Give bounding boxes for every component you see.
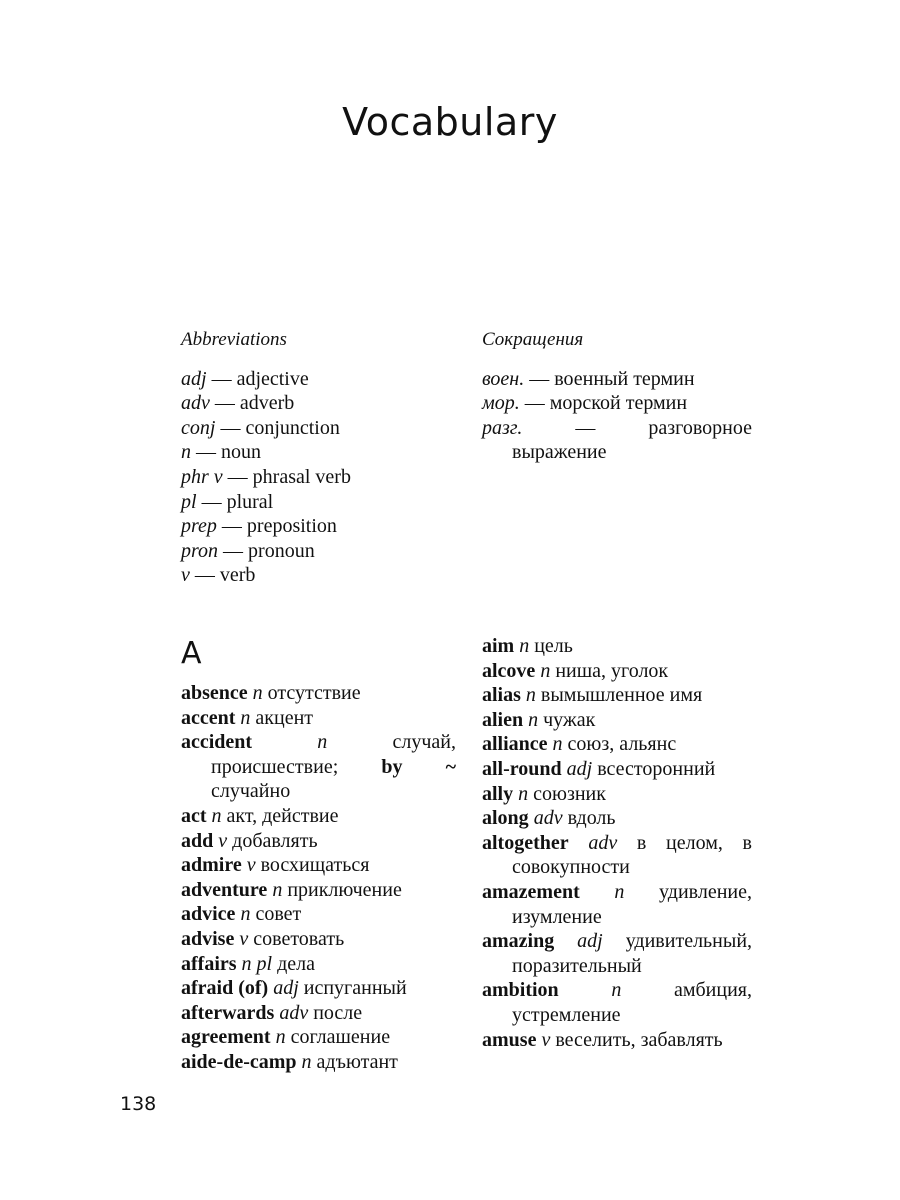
entry-word: affairs [181, 952, 237, 975]
entry-translation: акцент [255, 706, 314, 729]
entry-translation: случай, происшествие; [211, 731, 456, 778]
entry-word: afraid (of) [181, 977, 269, 1000]
entry-word: altogether [482, 831, 569, 854]
entry-part-of-speech: n [614, 880, 625, 903]
entry-part-of-speech: n pl [241, 952, 273, 975]
abbreviation-term: phr v [181, 465, 223, 488]
entry-word: ally [482, 782, 514, 805]
entry-part-of-speech: n [552, 733, 563, 756]
entry-part-of-speech: n [240, 903, 251, 926]
entry-word: alliance [482, 733, 548, 756]
abbreviation-term: pron [181, 539, 219, 562]
abbreviation-item: pron — pronoun [181, 539, 315, 562]
vocabulary-entry [181, 1025, 456, 1050]
entry-part-of-speech: n [301, 1050, 312, 1073]
entry-part-of-speech: n [528, 708, 539, 731]
entry-part-of-speech: n [317, 731, 328, 754]
entry-translation: вымышленное имя [540, 684, 703, 707]
vocabulary-entry [181, 706, 456, 731]
entry-word: alias [482, 684, 521, 707]
entry-word: all-round [482, 757, 562, 780]
entry-translation: восхищаться [260, 854, 370, 877]
vocabulary-entry [181, 1001, 456, 1026]
vocabulary-entry [482, 659, 752, 684]
abbreviation-term: v [181, 564, 190, 587]
entry-part-of-speech: n [275, 1026, 286, 1049]
abbreviation-term: воен. [482, 367, 525, 390]
entry-translation: добавлять [232, 829, 318, 852]
entry-word: absence [181, 682, 248, 704]
sokraschenie-item: разг. — разговорное выражение [482, 416, 752, 464]
entry-translation: адъютант [316, 1050, 398, 1073]
vocabulary-entry [181, 1050, 456, 1075]
entry-word: aim [482, 635, 515, 657]
vocabulary-entry [482, 880, 752, 929]
vocabulary-entry [181, 952, 456, 977]
vocabulary-entry [482, 978, 752, 1027]
sokrascheniya-heading: Сокращения [482, 329, 584, 350]
abbreviation-meaning: verb [219, 564, 256, 587]
vocabulary-entry [482, 732, 752, 757]
entry-word: along [482, 807, 529, 830]
vocabulary-entry [181, 804, 456, 829]
sokraschenie-item: воен. — военный термин [482, 367, 695, 390]
abbreviation-item: pl — plural [181, 490, 274, 513]
vocabulary-entry [181, 730, 456, 804]
entry-part-of-speech: adv [279, 1001, 309, 1024]
entry-translation: цель [534, 635, 573, 657]
entry-word: amuse [482, 1028, 537, 1051]
entry-part-of-speech: n [518, 782, 529, 805]
abbreviation-meaning: военный термин [554, 367, 695, 390]
abbreviation-term: мор. [482, 392, 520, 415]
abbreviation-meaning: adjective [236, 367, 309, 390]
entry-part-of-speech: v [239, 927, 249, 950]
vocabulary-entry [482, 757, 752, 782]
abbreviation-meaning: морской термин [549, 392, 688, 415]
abbreviation-item: adv — adverb [181, 392, 295, 415]
abbreviation-meaning: noun [221, 441, 261, 464]
vocabulary-entry [482, 831, 752, 880]
entry-translation: испуганный [303, 977, 407, 1000]
vocabulary-column-left [181, 681, 456, 1075]
entry-word: accident [181, 731, 253, 754]
vocabulary-entry [482, 634, 752, 659]
entry-part-of-speech: n [211, 804, 222, 827]
abbreviation-meaning: разговорное выражение [512, 416, 752, 464]
vocabulary-entry [181, 829, 456, 854]
abbreviation-item: conj — conjunction [181, 416, 340, 439]
vocabulary-entry [482, 1028, 752, 1053]
vocabulary-entry [482, 683, 752, 708]
vocabulary-entry [482, 708, 752, 733]
entry-translation: веселить, забавлять [555, 1028, 723, 1051]
abbreviation-term: pl [181, 490, 197, 513]
entry-part-of-speech: adj [577, 930, 603, 953]
page-number: 138 [120, 1093, 157, 1115]
abbreviation-meaning: plural [226, 490, 274, 513]
sokrascheniya-list [482, 328, 752, 465]
entry-part-of-speech: v [246, 854, 256, 877]
vocabulary-entry [181, 976, 456, 1001]
entry-translation: после [313, 1001, 363, 1024]
abbreviation-term: adj [181, 367, 207, 390]
entry-word: aide-de-camp [181, 1050, 297, 1073]
vocabulary-entry [482, 782, 752, 807]
abbreviation-term: prep [181, 515, 217, 538]
abbreviation-term: conj [181, 416, 216, 439]
abbreviations-list [181, 328, 456, 588]
entry-translation: вдоль [567, 807, 616, 830]
entry-translation: приключение [287, 878, 402, 901]
entry-part-of-speech: adj [566, 757, 593, 780]
entry-translation: удивление, изумление [512, 880, 752, 928]
entry-word: ambition [482, 979, 559, 1002]
vocabulary-entry [181, 927, 456, 952]
abbreviation-term: n [181, 441, 191, 464]
entry-translation: чужак [543, 708, 596, 731]
entry-translation: всесторонний [597, 757, 716, 780]
abbreviation-item: phr v — phrasal verb [181, 465, 351, 488]
entry-part-of-speech: adv [533, 807, 563, 830]
entry-part-of-speech: n [272, 878, 283, 901]
entry-translation: дела [277, 952, 316, 975]
entry-part-of-speech: n [252, 682, 263, 704]
abbreviation-term: adv [181, 392, 210, 415]
entry-word: adventure [181, 878, 268, 901]
entry-translation: в целом, в совокупности [512, 831, 752, 879]
abbreviations-items [181, 367, 456, 588]
entry-translation: союзник [533, 782, 606, 805]
entry-translation: ниша, уголок [555, 659, 669, 682]
entry-word: alien [482, 708, 524, 731]
entry-word: alcove [482, 659, 536, 682]
entry-phrase: by ~ [381, 755, 456, 778]
entry-word: amazing [482, 930, 555, 953]
abbreviation-item: adj — adjective [181, 367, 309, 390]
entry-part-of-speech: n [611, 979, 622, 1002]
abbreviation-meaning: preposition [246, 515, 337, 538]
entry-part-of-speech: n [525, 684, 536, 707]
entry-word: agreement [181, 1026, 271, 1049]
vocabulary-entry [181, 878, 456, 903]
vocabulary-entry [181, 853, 456, 878]
entry-part-of-speech: n [240, 706, 251, 729]
entry-word: accent [181, 706, 236, 729]
entry-translation: удивительный, поразительный [512, 930, 753, 977]
entry-translation: акт, действие [226, 804, 339, 827]
entry-translation: советовать [253, 927, 345, 950]
abbreviation-meaning: adverb [239, 392, 295, 415]
abbreviation-term: разг. [482, 416, 523, 439]
entry-translation: соглашение [290, 1026, 391, 1049]
abbreviation-item: v — verb [181, 564, 256, 587]
entry-word: act [181, 804, 207, 827]
vocabulary-column-right [482, 634, 752, 1052]
entry-translation: амбиция, устремление [512, 979, 752, 1026]
entry-part-of-speech: v [541, 1028, 551, 1051]
entry-part-of-speech: adv [588, 831, 618, 854]
entry-word: afterwards [181, 1001, 275, 1024]
abbreviations-heading: Abbreviations [181, 329, 287, 350]
abbreviation-meaning: phrasal verb [252, 465, 351, 488]
entry-word: advice [181, 903, 236, 926]
vocabulary-entry [482, 929, 752, 978]
entry-part-of-speech: v [218, 829, 228, 852]
abbreviation-item: n — noun [181, 441, 261, 464]
vocabulary-entry [181, 681, 456, 706]
entry-translation: союз, альянс [567, 733, 677, 756]
abbreviation-meaning: pronoun [248, 539, 315, 562]
abbreviation-meaning: conjunction [245, 416, 340, 439]
entry-part-of-speech: adj [273, 977, 299, 1000]
sokraschenie-item: мор. — морской термин [482, 392, 688, 415]
section-letter: A [181, 636, 202, 671]
vocabulary-entry [181, 902, 456, 927]
entry-word: amazement [482, 880, 580, 903]
vocabulary-entry [482, 806, 752, 831]
entry-word: admire [181, 854, 242, 877]
entry-phrase-translation: случайно [211, 780, 291, 803]
entry-part-of-speech: n [519, 635, 530, 657]
entry-translation: совет [255, 903, 302, 926]
entry-translation: отсутствие [267, 682, 361, 704]
entry-word: advise [181, 927, 235, 950]
entry-word: add [181, 829, 214, 852]
entry-part-of-speech: n [540, 659, 551, 682]
abbreviation-item: prep — preposition [181, 515, 337, 538]
sokrascheniya-items [482, 367, 752, 465]
page-title: Vocabulary [342, 100, 558, 144]
